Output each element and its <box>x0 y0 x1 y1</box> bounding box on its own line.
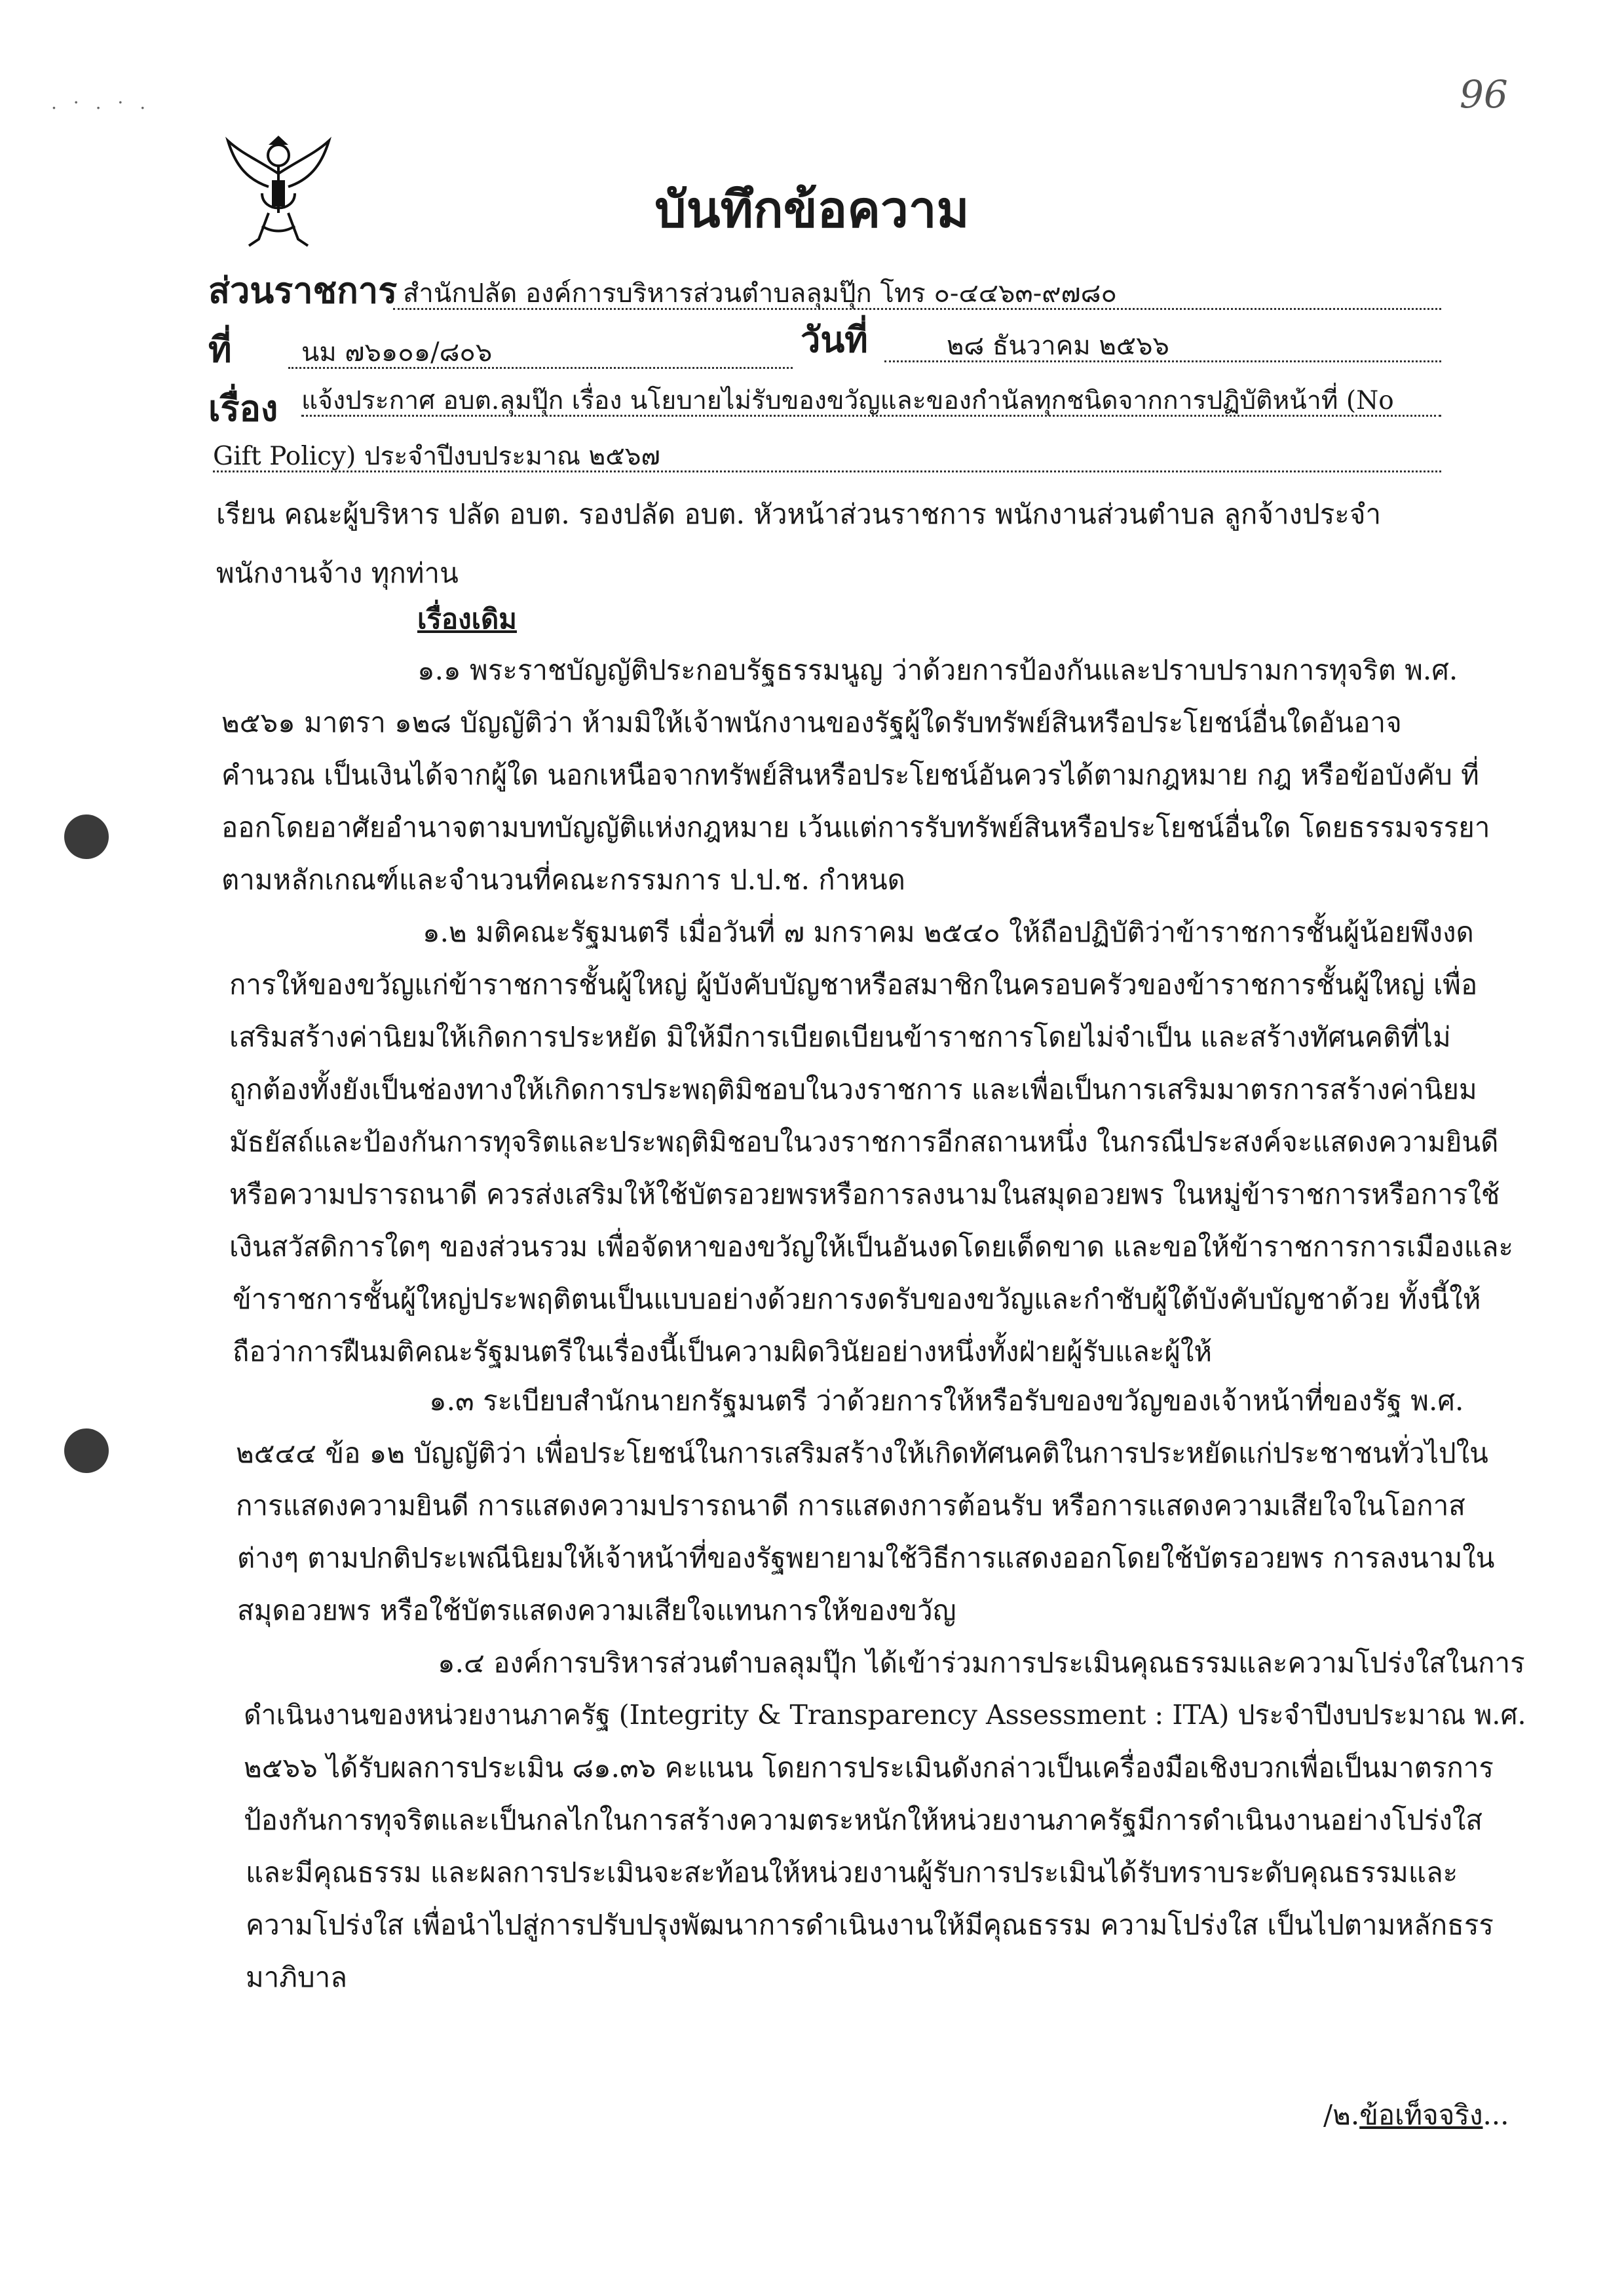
p2-line: มัธยัสถ์และป้องกันการทุจริตและประพฤติมิชอบในวงราชการอีกสถานหนึ่ง ในกรณีประสงค์จะแสดงความยินดี <box>229 1126 1499 1158</box>
p2-line: เงินสวัสดิการใดๆ ของส่วนรวม เพื่อจัดหาของขวัญให้เป็นอันงดโดยเด็ดขาด และขอให้ข้าราชการการเมืองและ <box>229 1231 1514 1263</box>
ref-label: ที่ <box>208 328 232 370</box>
section-heading: เรื่องเดิม <box>417 603 517 635</box>
p4-line: ๑.๔ องค์การบริหารส่วนตำบลลุมปุ๊ก ได้เข้าร่วมการประเมินคุณธรรมและความโปร่งใสในการ <box>438 1647 1525 1679</box>
p4-line: ความโปร่งใส เพื่อนำไปสู่การปรับปรุงพัฒนาการดำเนินงานให้มีคุณธรรม ความโปร่งใส เป็นไปตามหลักธรร <box>246 1909 1494 1941</box>
punch-hole <box>64 1428 109 1473</box>
p2-line: ๑.๒ มติคณะรัฐมนตรี เมื่อวันที่ ๗ มกราคม ๒๕๔๐ ให้ถือปฏิบัติว่าข้าราชการชั้นผู้น้อยพึงงด <box>423 916 1474 948</box>
continuation-note <box>1323 2094 1509 2137</box>
subject-label: เรื่อง <box>208 387 278 429</box>
date-field <box>884 324 1441 362</box>
subject-line1: แจ้งประกาศ อบต.ลุมปุ๊ก เรื่อง นโยบายไม่รับของขวัญและของกำนัลทุกชนิดจากการปฏิบัติหน้าที่ (No <box>301 386 1394 415</box>
subject-line2: Gift Policy) ประจำปีงบประมาณ ๒๕๖๗ <box>213 442 660 471</box>
p3-line: ๑.๓ ระเบียบสำนักนายกรัฐมนตรี ว่าด้วยการให้หรือรับของขวัญของเจ้าหน้าที่ของรัฐ พ.ศ. <box>429 1385 1464 1417</box>
page-number: 96 <box>1460 72 1508 117</box>
p4-line: มาภิบาล <box>246 1961 347 1993</box>
p2-line: หรือความปรารถนาดี ควรส่งเสริมให้ใช้บัตรอวยพรหรือการลงนามในสมุดอวยพร ในหมู่ข้าราชการหรือการใช้ <box>229 1178 1500 1210</box>
p2-line: เสริมสร้างค่านิยมให้เกิดการประหยัด มิให้มีการเบียดเบียนข้าราชการโดยไม่จำเป็น และสร้างทัศนคติที่ไม่ <box>229 1021 1451 1053</box>
scan-specks: . · . · . <box>51 92 151 113</box>
continuation-suffix: ... <box>1482 2099 1509 2131</box>
subject-field-line1 <box>301 377 1441 417</box>
p2-line: การให้ของขวัญแก่ข้าราชการชั้นผู้ใหญ่ ผู้บังคับบัญชาหรือสมาชิกในครอบครัวของข้าราชการชั้นผู้ใหญ่ เพื่อ <box>229 968 1478 1001</box>
p4-line: ป้องกันการทุจริตและเป็นกลไกในการสร้างความตระหนักให้หน่วยงานภาครัฐมีการดำเนินงานอย่างโปร่งใส <box>244 1804 1483 1836</box>
continuation-prefix: /๒. <box>1323 2099 1360 2131</box>
p1-line: ออกโดยอาศัยอำนาจตามบทบัญญัติแห่งกฎหมาย เว้นแต่การรับทรัพย์สินหรือประโยชน์อื่นใด โดยธรรมจรรยา <box>221 811 1490 843</box>
p4-line: ๒๕๖๖ ได้รับผลการประเมิน ๘๑.๓๖ คะแนน โดยการประเมินดังกล่าวเป็นเครื่องมือเชิงบวกเพื่อเป็นมาตรการ <box>244 1752 1494 1784</box>
p2-line: ข้าราชการชั้นผู้ใหญ่ประพฤติตนเป็นแบบอย่างด้วยการงดรับของขวัญและกำชับผู้ใต้บังคับบัญชาด้วย ทั้งนี้ให้ <box>233 1283 1481 1315</box>
agency-label: ส่วนราชการ <box>208 269 398 311</box>
punch-hole <box>64 814 109 859</box>
document-title: บันทึกข้อความ <box>654 180 970 239</box>
p1-line: คำนวณ เป็นเงินได้จากผู้ใด นอกเหนือจากทรัพย์สินหรือประโยชน์อันควรได้ตามกฎหมาย กฎ หรือข้อบังคับ ที่ <box>221 759 1479 791</box>
p1-line: ๑.๑ พระราชบัญญัติประกอบรัฐธรรมนูญ ว่าด้วยการป้องกันและปราบปรามการทุจริต พ.ศ. <box>417 654 1458 686</box>
p3-line: การแสดงความยินดี การแสดงความปรารถนาดี การแสดงการต้อนรับ หรือการแสดงความเสียใจในโอกาส <box>236 1489 1465 1522</box>
salutation-line2: พนักงานจ้าง ทุกท่าน <box>216 557 459 589</box>
subject-field-line2 <box>213 432 1441 472</box>
agency-value: สำนักปลัด องค์การบริหารส่วนตำบลลุมปุ๊ก โทร ๐-๔๔๖๓-๙๗๘๐ <box>403 278 1117 309</box>
p2-line: ถูกต้องทั้งยังเป็นช่องทางให้เกิดการประพฤติมิชอบในวงราชการ และเพื่อเป็นการเสริมมาตรการสร้างค่านิยม <box>229 1073 1477 1105</box>
p3-line: ๒๕๔๔ ข้อ ๑๒ บัญญัติว่า เพื่อประโยชน์ในการเสริมสร้างให้เกิดทัศนคติในการประหยัดแก่ประชาชนทั่วไปใน <box>236 1437 1488 1469</box>
continuation-text: ข้อเท็จจริง <box>1359 2099 1483 2131</box>
p4-line: และมีคุณธรรม และผลการประเมินจะสะท้อนให้หน่วยงานผู้รับการประเมินได้รับทราบระดับคุณธรรมและ <box>246 1856 1458 1888</box>
p4-line: ดำเนินงานของหน่วยงานภาครัฐ (Integrity & Transparency Assessment : ITA) ประจำปีงบประมาณ พ.ศ. <box>244 1699 1526 1731</box>
p3-line: ต่างๆ ตามปกติประเพณีนิยมให้เจ้าหน้าที่ของรัฐพยายามใช้วิธีการแสดงออกโดยใช้บัตรอวยพร การลงนามใน <box>237 1542 1495 1574</box>
agency-field <box>393 272 1441 310</box>
date-label: วันที่ <box>801 318 868 360</box>
p1-line: ตามหลักเกณฑ์และจำนวนที่คณะกรรมการ ป.ป.ช. กำหนด <box>221 864 905 896</box>
p3-line: สมุดอวยพร หรือใช้บัตรแสดงความเสียใจแทนการให้ของขวัญ <box>237 1594 956 1626</box>
p1-line: ๒๕๖๑ มาตรา ๑๒๘ บัญญัติว่า ห้ามมิให้เจ้าพนักงานของรัฐผู้ใดรับทรัพย์สินหรือประโยชน์อื่นใดอันอาจ <box>221 706 1402 738</box>
p2-line: ถือว่าการฝืนมติคณะรัฐมนตรีในเรื่องนี้เป็นความผิดวินัยอย่างหนึ่งทั้งฝ่ายผู้รับและผู้ให้ <box>233 1335 1213 1368</box>
salutation-line1: เรียน คณะผู้บริหาร ปลัด อบต. รองปลัด อบต. หัวหน้าส่วนราชการ พนักงานส่วนตำบล ลูกจ้างประจำ <box>216 498 1382 530</box>
ref-field <box>288 331 793 369</box>
ref-value: นม ๗๖๑๐๑/๘๐๖ <box>301 337 493 368</box>
date-value: ๒๘ ธันวาคม ๒๕๖๖ <box>947 331 1169 361</box>
